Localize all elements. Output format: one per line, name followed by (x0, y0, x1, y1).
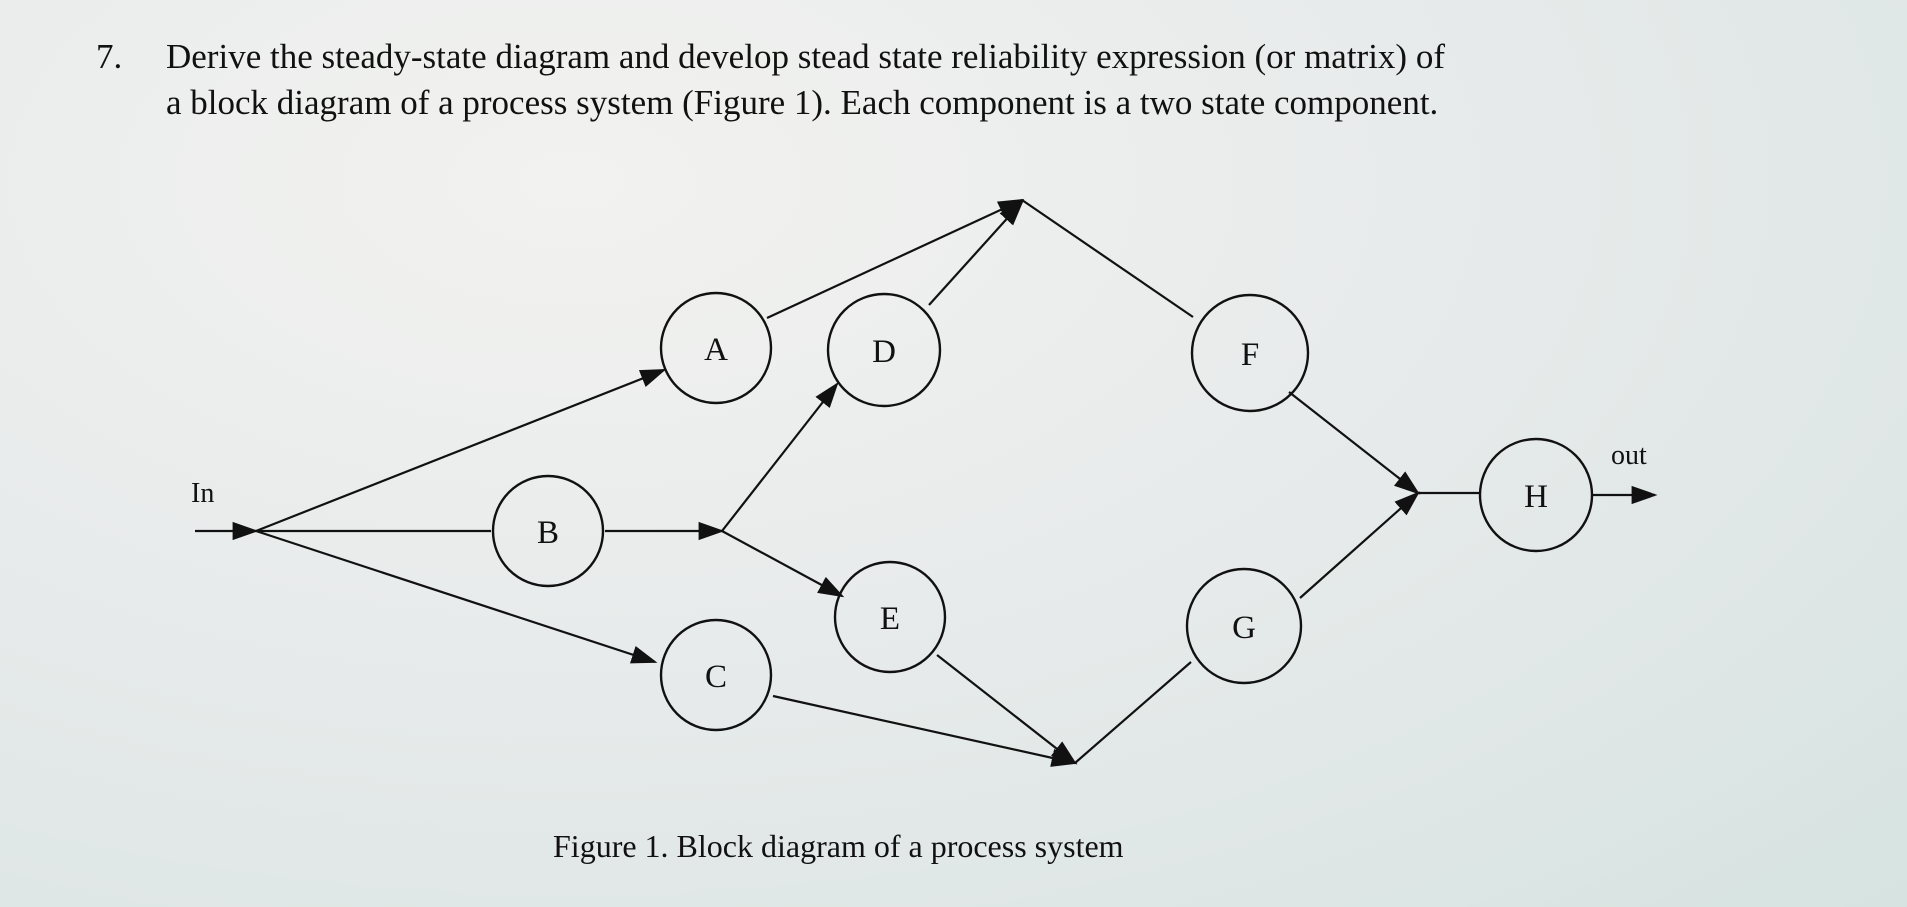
edge-g-right (1300, 493, 1418, 598)
question-line-1: Derive the steady-state diagram and develop stead state reliability expression (or matrix) of (166, 37, 1445, 76)
node-c-label: C (704, 659, 728, 695)
input-label: In (191, 478, 215, 509)
edge-top-f (1022, 200, 1193, 317)
edge-d-top (929, 202, 1022, 305)
edge-in-a (256, 370, 664, 531)
node-h-label: H (1524, 479, 1548, 515)
node-e-label: E (879, 601, 901, 637)
figure-caption: Figure 1. Block diagram of a process system (553, 828, 1124, 864)
edge-in-c (256, 531, 655, 662)
edge-junction-e (722, 531, 842, 596)
question-number: 7. (96, 37, 123, 76)
question-line-2: a block diagram of a process system (Figure 1). Each component is a two state component. (166, 83, 1439, 122)
edge-c-bottom (773, 696, 1075, 763)
output-label: out (1611, 440, 1647, 471)
edge-bottom-g (1075, 662, 1191, 763)
node-d-label: D (872, 334, 896, 370)
node-b-label: B (536, 515, 560, 551)
edge-junction-d (722, 384, 837, 531)
edge-f-right (1289, 392, 1418, 493)
node-f-label: F (1240, 337, 1260, 373)
node-g-label: G (1232, 610, 1256, 646)
node-a-label: A (704, 332, 728, 368)
edge-a-top (767, 200, 1022, 318)
